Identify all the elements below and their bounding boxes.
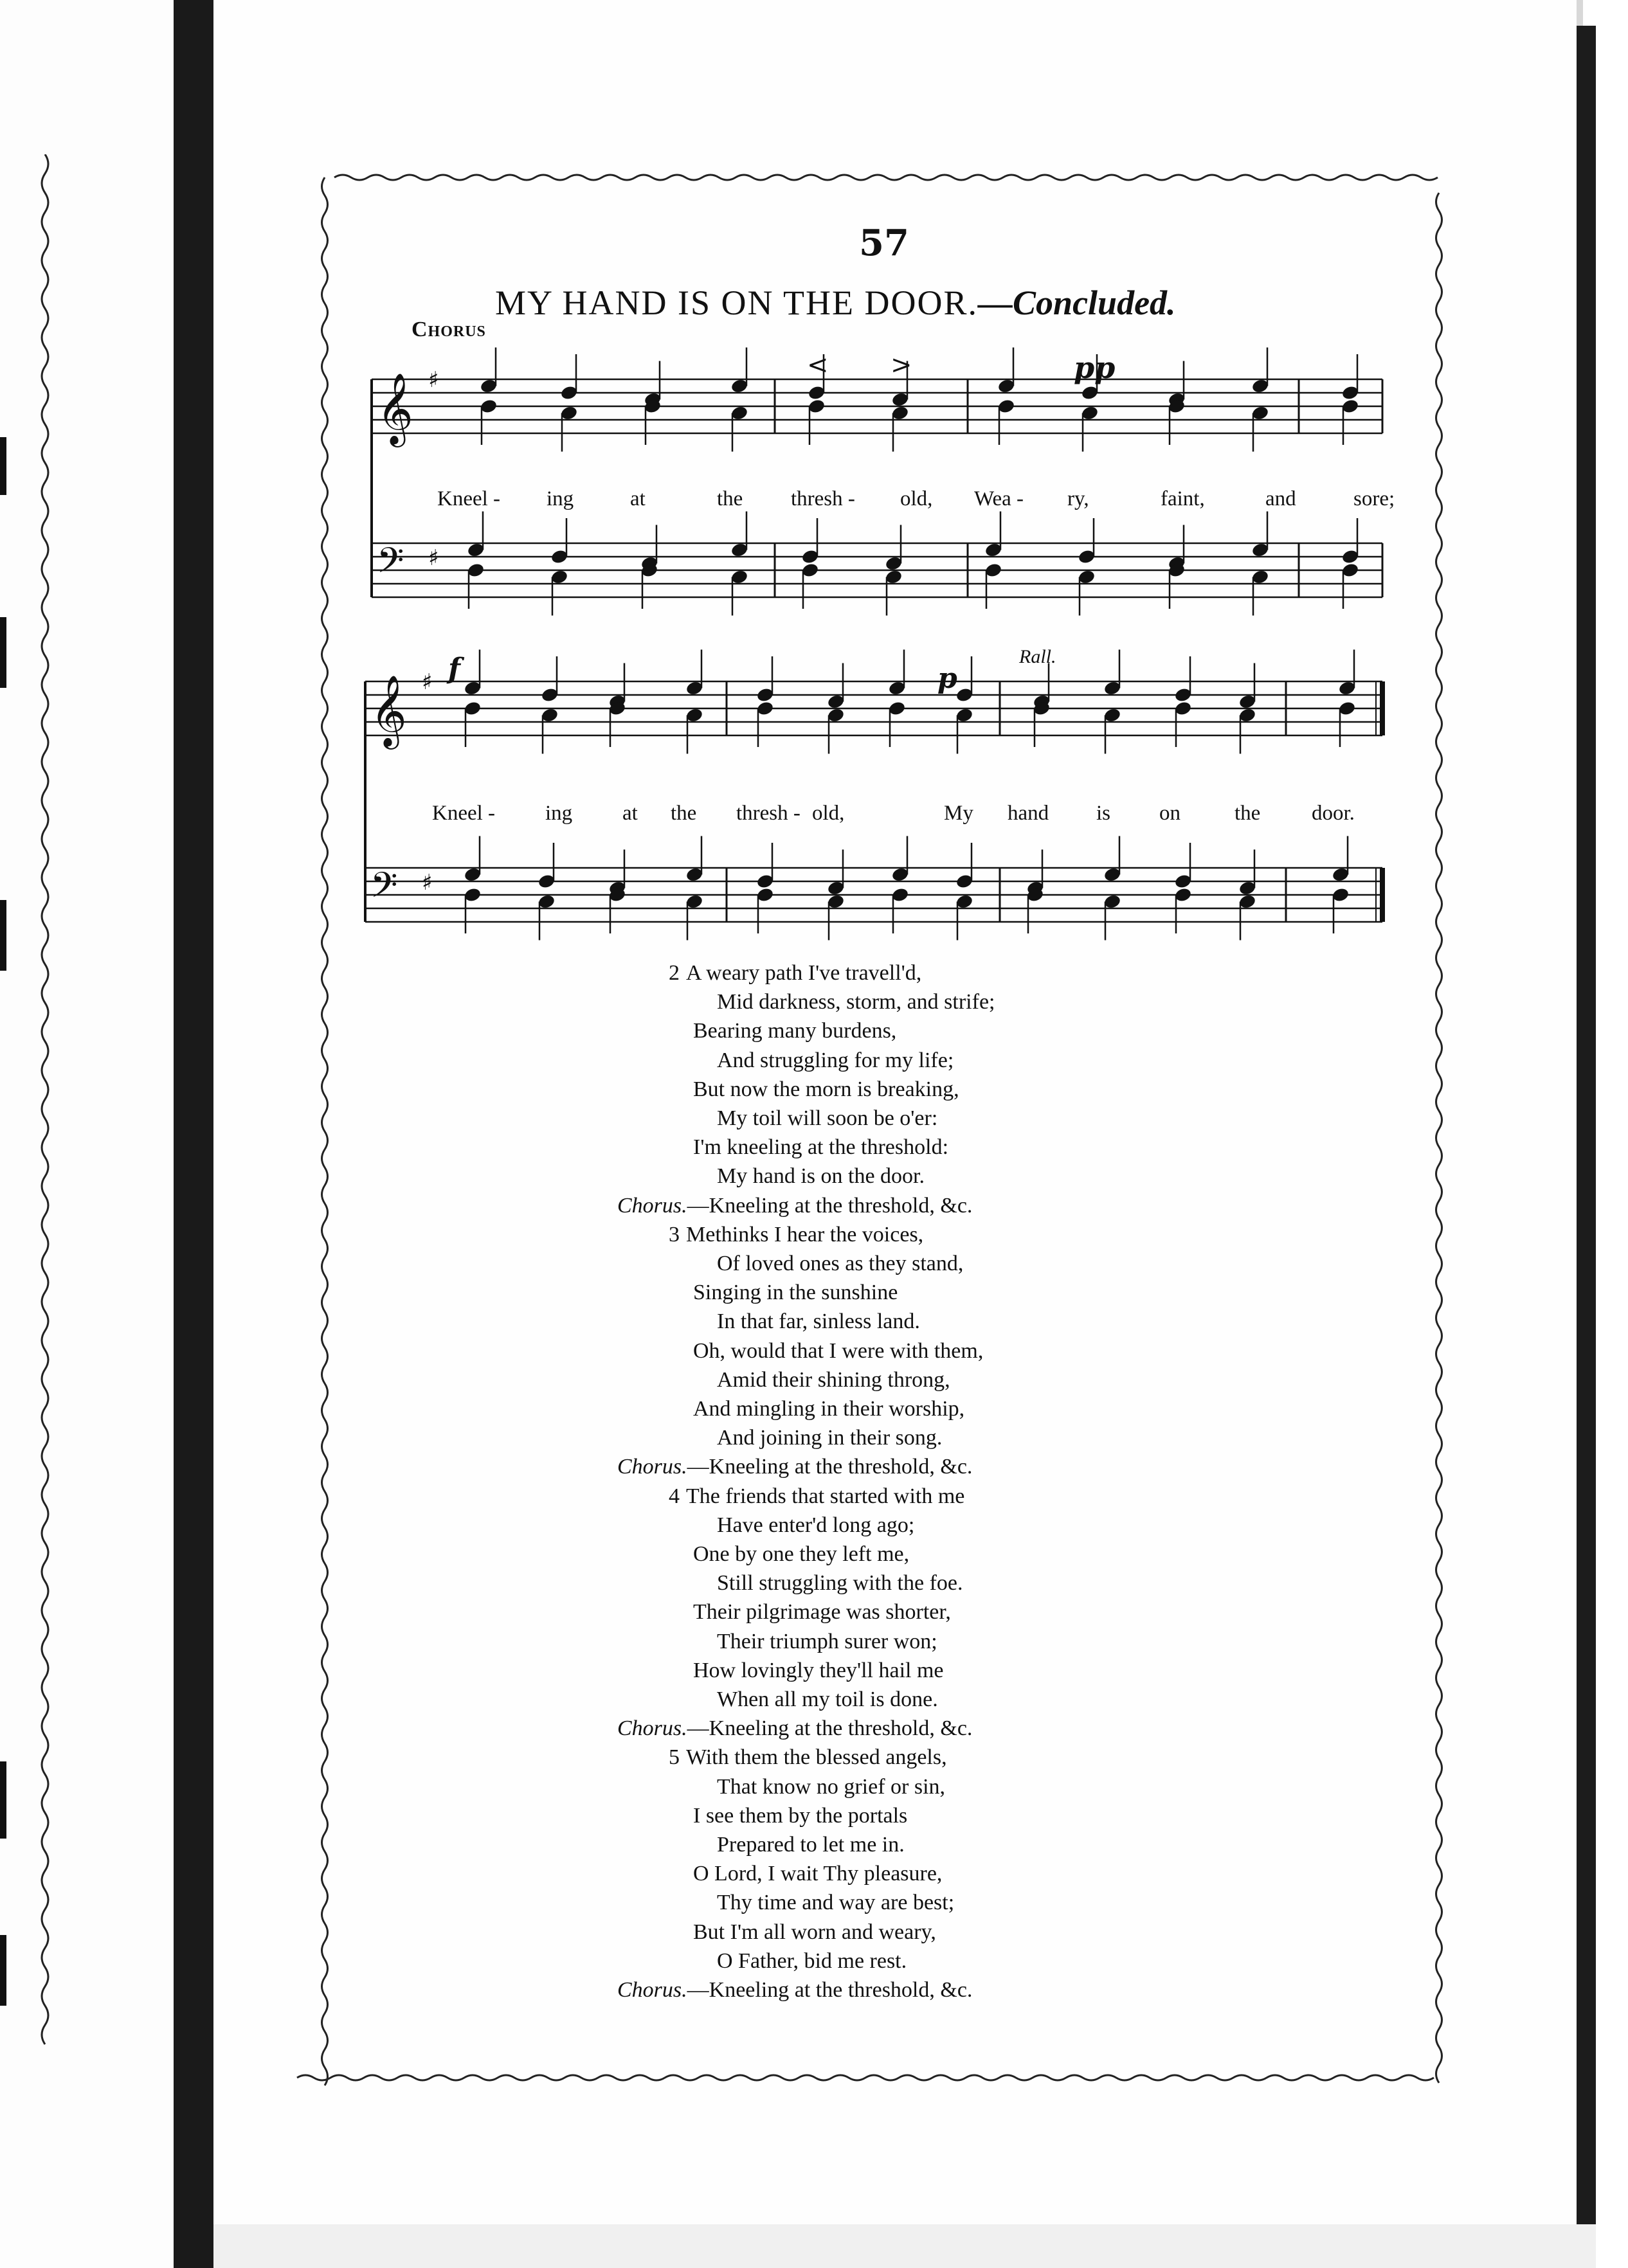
chorus-reference-label: Chorus. [617, 1455, 687, 1479]
verse-text: And struggling for my life; [717, 1048, 954, 1072]
sharp-key-signature-icon: ♯ [422, 870, 433, 896]
verse-line [717, 1164, 925, 1189]
verse-text: Their triumph surer won; [717, 1629, 937, 1653]
verse-line [693, 1542, 909, 1567]
treble-clef-icon: 𝄞 [377, 372, 413, 444]
verse-line [717, 1310, 920, 1334]
chorus-reference-line [617, 1194, 972, 1218]
verse-line [717, 1949, 907, 1974]
verse-text: O Father, bid me rest. [717, 1949, 907, 1973]
verse-text: That know no grief or sin, [717, 1774, 946, 1799]
verse-text: How lovingly they'll hail me [693, 1658, 944, 1682]
verse-text: One by one they left me, [693, 1542, 910, 1566]
chorus-reference-label: Chorus. [617, 1978, 687, 2002]
verse-number: 5 [669, 1745, 680, 1770]
verse-text: And mingling in their worship, [693, 1397, 965, 1421]
verse-line [693, 1135, 948, 1160]
verse-line [717, 1891, 954, 1915]
verse-text: Methinks I hear the voices, [686, 1222, 924, 1246]
verse-text: A weary path I've travell'd, [686, 961, 922, 985]
verse-text: O Lord, I wait Thy pleasure, [693, 1862, 943, 1886]
verse-text: Mid darkness, storm, and strife; [717, 990, 995, 1014]
verse-line [669, 1745, 947, 1770]
final-bar-line [1380, 681, 1385, 735]
lyric-word: is [1096, 802, 1111, 825]
verse-line [717, 1513, 914, 1538]
verse-line [717, 1048, 954, 1073]
verse-text: But now the morn is breaking, [693, 1077, 959, 1101]
verse-line [717, 1106, 937, 1131]
hymn-title-main: MY HAND IS ON THE DOOR. [495, 284, 979, 322]
lyric-word: the [717, 487, 743, 510]
verse-line [693, 1281, 898, 1305]
lyric-word: the [1235, 802, 1261, 825]
verse-line [693, 1862, 942, 1886]
verse-text: In that far, sinless land. [717, 1310, 920, 1334]
verse-line [693, 1659, 944, 1683]
lyric-word: thresh - [791, 487, 855, 510]
verse-line [693, 1600, 951, 1625]
verse-text: I see them by the portals [693, 1803, 908, 1828]
rallentando-mark: Rall. [1019, 646, 1056, 667]
verse-line [693, 1077, 959, 1102]
verse-line [717, 1368, 950, 1392]
page-number: 57 [859, 222, 909, 264]
verse-text: The friends that started with me [686, 1484, 965, 1508]
lyric-word: faint, [1161, 487, 1205, 510]
verse-line [717, 1252, 963, 1276]
verse-text: My toil will soon be o'er: [717, 1106, 938, 1130]
verse-line [717, 1630, 937, 1654]
verse-text: Bearing many burdens, [693, 1019, 897, 1043]
dynamic-forte: f [448, 652, 460, 685]
chorus-reference-label: Chorus. [617, 1716, 687, 1741]
verse-text: Thy time and way are best; [717, 1891, 955, 1915]
verse-text: Still struggling with the foe. [717, 1571, 963, 1596]
verse-line [717, 990, 995, 1014]
lyric-word: and [1265, 487, 1296, 510]
verse-line [717, 1426, 942, 1450]
lyric-word: door. [1312, 802, 1355, 825]
decrescendo-mark: > [891, 350, 912, 380]
lyric-word: ing [547, 487, 574, 510]
lyric-word: My [944, 802, 973, 825]
bass-clef-icon: 𝄢 [377, 540, 404, 590]
dynamic-piano: p [937, 662, 957, 695]
lyric-word: Kneel - [432, 802, 496, 825]
verse-text: —Kneeling at the threshold, &c. [687, 1716, 973, 1741]
lyric-word: old, [812, 802, 845, 825]
verse-line [693, 1339, 983, 1364]
chorus-reference-label: Chorus. [617, 1193, 687, 1218]
verse-number: 2 [669, 961, 680, 985]
verse-text: Have enter'd long ago; [717, 1513, 915, 1537]
verse-text: Prepared to let me in. [717, 1833, 905, 1857]
verse-text: Oh, would that I were with them, [693, 1338, 984, 1363]
chorus-reference-line [617, 1455, 972, 1479]
lyric-word: thresh - [736, 802, 800, 825]
sharp-key-signature-icon: ♯ [428, 545, 439, 571]
chorus-reference-line [617, 1978, 972, 2003]
lyric-word: ry, [1067, 487, 1089, 510]
verse-line [717, 1688, 938, 1712]
hymn-title-sub: —Concluded. [978, 284, 1176, 322]
dynamic-pianissimo: pp [1074, 350, 1116, 385]
verse-line [693, 1019, 896, 1043]
verse-text: My hand is on the door. [717, 1164, 925, 1189]
verse-line [693, 1804, 907, 1828]
chorus-label: Chorus [412, 318, 486, 341]
sharp-key-signature-icon: ♯ [428, 367, 439, 393]
lyric-word: on [1159, 802, 1180, 825]
lyric-word: old, [900, 487, 933, 510]
lyric-word: hand [1008, 802, 1049, 825]
final-bar-line [1380, 868, 1385, 922]
verse-number: 4 [669, 1484, 680, 1508]
verse-text: Singing in the sunshine [693, 1281, 898, 1305]
verse-number: 3 [669, 1222, 680, 1246]
lyric-word: Kneel - [437, 487, 501, 510]
verse-text: Of loved ones as they stand, [717, 1252, 964, 1275]
verse-line [717, 1833, 905, 1857]
verse-line [669, 1223, 923, 1247]
lyric-word: the [671, 802, 697, 825]
verse-line [717, 1775, 945, 1799]
verse-text: But I'm all worn and weary, [693, 1920, 936, 1944]
lyric-word: Wea - [974, 487, 1024, 510]
treble-clef-icon: 𝄞 [370, 674, 407, 746]
bass-clef-icon: 𝄢 [370, 865, 398, 914]
lyric-word: sore; [1353, 487, 1395, 510]
verse-text: —Kneeling at the threshold, &c. [687, 1455, 973, 1479]
lyric-word: ing [545, 802, 573, 825]
verse-text: When all my toil is done. [717, 1688, 938, 1711]
verse-line [669, 1484, 964, 1509]
verse-text: —Kneeling at the threshold, &c. [687, 1978, 973, 2002]
verse-text: Amid their shining throng, [717, 1367, 950, 1392]
verse-text: Their pilgrimage was shorter, [693, 1600, 951, 1625]
sharp-key-signature-icon: ♯ [422, 669, 433, 695]
lyric-word: at [630, 487, 646, 510]
verse-line [693, 1920, 936, 1945]
verse-text: —Kneeling at the threshold, &c. [687, 1193, 973, 1218]
lyric-word: at [622, 802, 638, 825]
verse-text: And joining in their song. [717, 1426, 943, 1450]
verse-line [693, 1397, 964, 1421]
verse-text: I'm kneeling at the threshold: [693, 1135, 949, 1160]
verse-text: With them the blessed angels, [686, 1745, 947, 1770]
chorus-reference-line [617, 1716, 972, 1741]
verse-line [669, 961, 921, 986]
crescendo-mark: < [807, 350, 829, 380]
verse-line [717, 1571, 963, 1596]
